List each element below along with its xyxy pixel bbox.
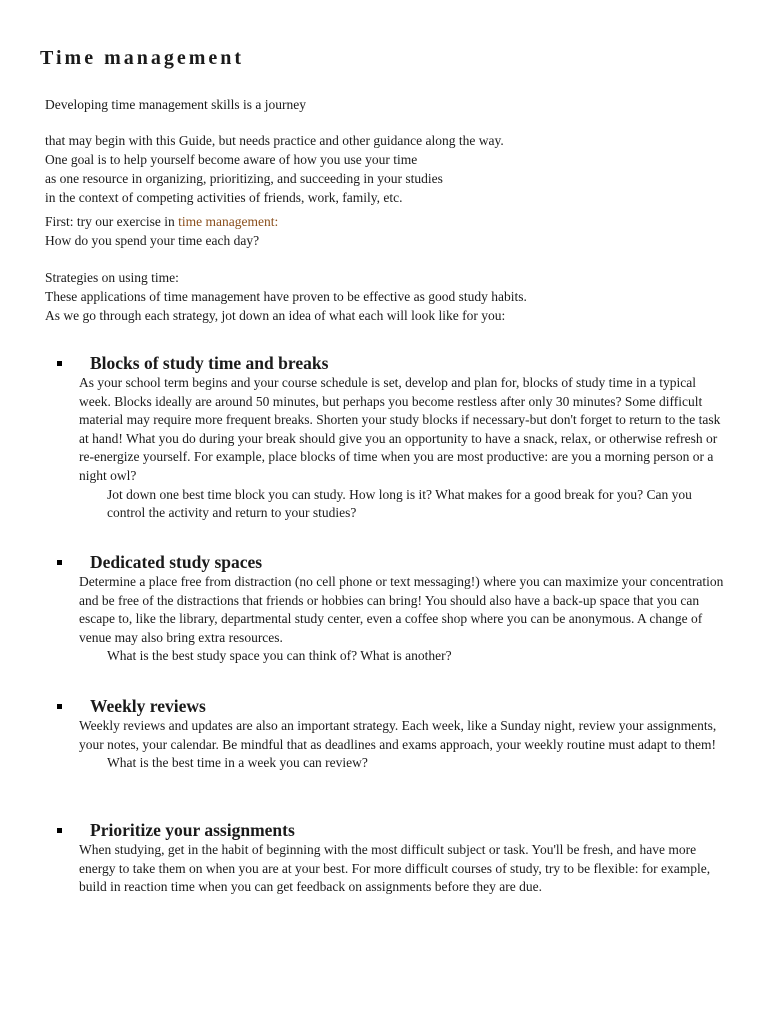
exercise-prefix: First: try our exercise in [45,214,179,229]
exercise-line [45,212,278,231]
section-body [79,374,729,523]
square-bullet-icon [57,560,62,565]
page-title: Time management [40,47,245,69]
section-body [79,573,729,666]
square-bullet-icon [57,828,62,833]
section-text: Weekly reviews and updates are also an important strategy. Each week, like a Sunday night, review your assignments, your notes, your calendar. Be mindful that as deadlines and exams approach, your weekly routine must adapt to them! [79,718,717,752]
section-prompt: What is the best study space you can think of? What is another? [107,648,452,664]
exercise-question: How do you spend your time each day? [45,233,260,248]
strategies-line: Strategies on using time: [45,270,179,285]
section-heading: Dedicated study spaces [90,552,263,572]
section-heading: Weekly reviews [90,696,206,716]
section-heading: Blocks of study time and breaks [90,353,329,373]
section-text: When studying, get in the habit of beginning with the most difficult subject or task. You'll be fresh, and have more energy to take them on when you are at your best. For more difficult courses of study, try to be flexible: for example, build in reaction time when you can get feedback on assignments before they are due. [79,842,711,895]
intro-paragraph [45,131,504,207]
square-bullet-icon [57,361,62,366]
strategies-line: These applications of time management have proven to be effective as good study habits. [45,289,527,304]
section-text: Determine a place free from distraction (no cell phone or text messaging!) where you can maximize your concentration and be free of the distractions that friends or hobbies can bring! You should also have a back-up space that you can escape to, like the library, departmental study center, even a coffee shop where you can be anonymous. A change of venue may also bring extra resources. [79,574,724,645]
intro-line [45,95,306,114]
strategies-line: As we go through each strategy, jot down an idea of what each will look like for you: [45,308,506,323]
intro-line: in the context of competing activities of friends, work, family, etc. [45,190,403,205]
section-prompt: What is the best time in a week you can review? [107,755,368,771]
section-prompt: Jot down one best time block you can study. How long is it? What makes for a good break for you? Can you control the activity and return to your studies? [107,486,692,521]
section-body [79,717,729,773]
strategies-intro [45,268,527,325]
intro-first-line: Developing time management skills is a journey [45,97,306,112]
section-text: As your school term begins and your course schedule is set, develop and plan for, blocks of study time in a typical week. Blocks ideally are around 50 minutes, but perhaps you become restless after only 30 minutes? Some difficult material may require more frequent breaks. Shorten your study blocks if necessary-but don't forget to return to the task at hand! What you do during your break should give you an opportunity to have a snack, relax, or otherwise refresh or re-energize yourself. For example, place blocks of time when you are most productive: are you a morning person or a night owl? [79,375,721,483]
exercise-paragraph [45,212,278,250]
intro-line: as one resource in organizing, prioritizing, and succeeding in your studies [45,171,443,186]
square-bullet-icon [57,704,62,709]
intro-line: One goal is to help yourself become aware of how you use your time [45,152,418,167]
time-management-link[interactable]: time management: [178,214,279,229]
section-heading: Prioritize your assignments [90,820,295,840]
intro-line: that may begin with this Guide, but needs practice and other guidance along the way. [45,133,504,148]
section-body [79,841,729,897]
